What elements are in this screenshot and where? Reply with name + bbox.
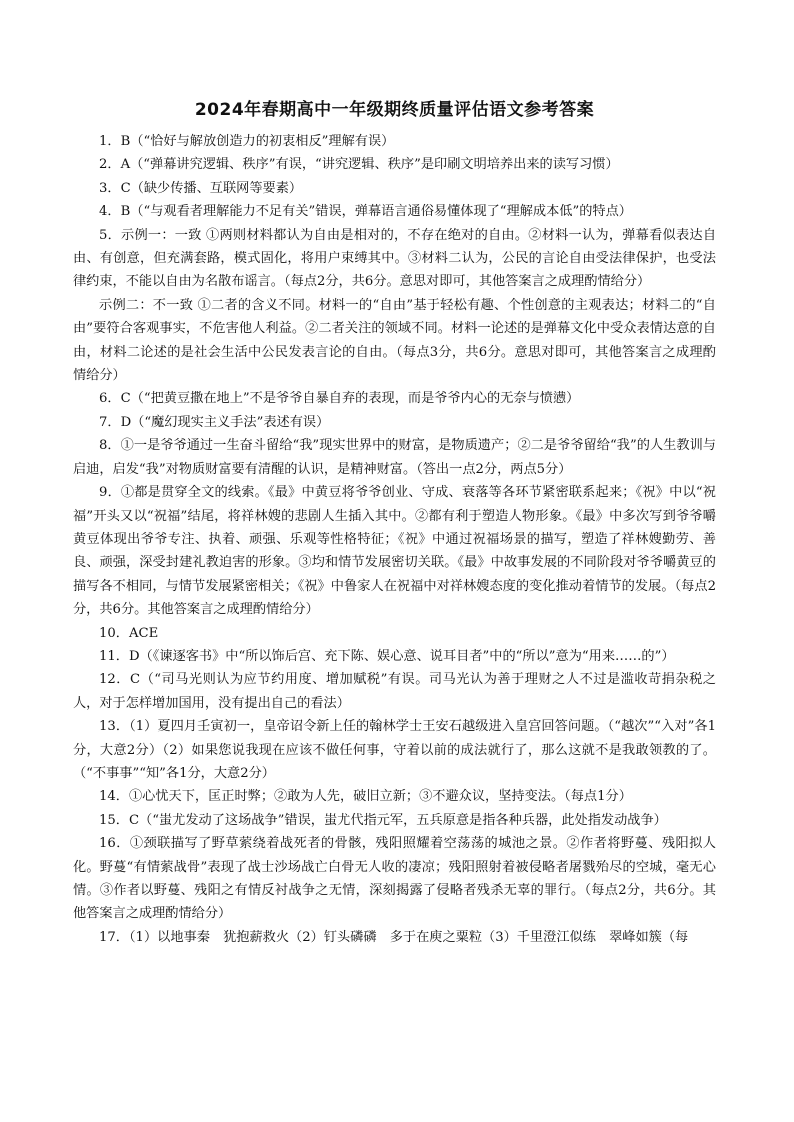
answer-list: [73, 130, 716, 949]
answer-12: 12．C（“司马光则认为应节约用度、增加赋税”有误。司马光认为善于理财之人不过是滥收苛捐杂税之人，对于怎样增加国用，没有提出自己的看法）: [73, 672, 716, 711]
answer-1: 1．B（“恰好与解放创造力的初衷相反”理解有误）: [99, 134, 395, 149]
answer-9: 9．①都是贯穿全文的线索。《最》中黄豆将爷爷创业、守成、衰落等各环节紧密联系起来；《祝》中以“祝福”开头又以“祝福”结尾，将祥林嫂的悲剧人生插入其中。②都有利于塑造人物形象。《最》中多次写到爷爷嚼黄豆体现出爷爷专注、执着、顽强、乐观等性格特征；《祝》中通过祝福场景的描写，塑造了祥林嫂勤劳、善良、顽强，深受封建礼教迫害的形象。③均和情节发展密切关联。《最》中故事发展的不同阶段对爷爷嚼黄豆的描写各不相同，与情节发展紧密相关；《祝》中鲁家人在祝福中对祥林嫂态度的变化推动着情节的发展。（每点2分，共6分。其他答案言之成理酌情给分）: [73, 485, 716, 618]
answer-5-example-1: 5．示例一：一致 ①两则材料都认为自由是相对的，不存在绝对的自由。②材料一认为，弹幕看似表达自由、有创意，但充满套路，模式固化，将用户束缚其中。③材料二认为，公民的言论自由受法律保护，也受法律约束，不能以自由为名散布谣言。（每点2分，共6分。意思对即可，其他答案言之成理酌情给分）: [73, 227, 716, 290]
answer-11: 11．D（《谏逐客书》中“所以饰后宫、充下陈、娱心意、说耳目者”中的“所以”意为“用来……的”）: [99, 648, 675, 664]
answer-15: 15．C（“蚩尤发动了这场战争”错误，蚩尤代指元军，五兵原意是指各种兵器，此处指发动战争）: [99, 812, 667, 828]
answer-17: 17．（1）以地事秦 犹抱薪救火（2）钉头磷磷 多于在庾之粟粒（3）千里澄江似练 翠峰如簇（每: [99, 929, 689, 945]
answer-5-example-2: 示例二：不一致 ①二者的含义不同。材料一的“自由”基于轻松有趣、个性创意的主观表达；材料二的“自由”要符合客观事实，不危害他人利益。②二者关注的领域不同。材料一论述的是弹幕文化中受众表情达意的自由，材料二论述的是社会生活中公民发表言论的自由。（每点3分，共6分。意思对即可，其他答案言之成理酌情给分）: [73, 297, 716, 384]
answer-6: 6．C（“把黄豆撒在地上”不是爷爷自暴自弃的表现，而是爷爷内心的无奈与愤懑）: [99, 391, 580, 407]
answer-3: 3．C（缺少传播、互联网等要素）: [99, 180, 303, 196]
answer-7: 7．D（“魔幻现实主义手法”表述有误）: [99, 414, 330, 430]
document-title: 2024年春期高中一年级期终质量评估语文参考答案: [194, 100, 595, 120]
answer-14: 14．①心忧天下，匡正时弊；②敢为人先，破旧立新；③不避众议，坚持变法。（每点1分）: [99, 789, 632, 805]
answer-10: 10．ACE: [99, 625, 159, 641]
answer-16: 16．①颈联描写了野草萦绕着战死者的骨骸，残阳照耀着空荡荡的城池之景。②作者将野蔓、残阳拟人化。野蔓“有情萦战骨”表现了战士沙场战亡白骨无人收的凄凉；残阳照射着被侵略者屠戮殆尽的空城，毫无心情。③作者以野蔓、残阳之有情反衬战争之无情，深刻揭露了侵略者残杀无辜的罪行。（每点2分，共6分。其他答案言之成理酌情给分）: [73, 836, 716, 922]
answer-8: 8．①一是爷爷通过一生奋斗留给“我”现实世界中的财富，是物质遗产；②二是爷爷留给“我”的人生教训与启迪，启发“我”对物质财富要有清醒的认识，是精神财富。（答出一点2分，两点5分）: [73, 438, 716, 477]
answer-2: 2．A（“弹幕讲究逻辑、秩序”有误，“讲究逻辑、秩序”是印刷文明培养出来的读写习惯）: [99, 157, 619, 173]
answer-13: 13．（1）夏四月壬寅初一，皇帝诏令新上任的翰林学士王安石越级进入皇宫回答问题。（“越次”“入对”各1分，大意2分）（2）如果您说我现在应该不做任何事，守着以前的成法就行了，那么这就不是我敢领教的了。（“不事事”“知”各1分，大意2分）: [73, 719, 716, 781]
answer-4: 4．B（“与观看者理解能力不足有关”错误，弹幕语言通俗易懂体现了“理解成本低”的特点）: [99, 204, 632, 220]
